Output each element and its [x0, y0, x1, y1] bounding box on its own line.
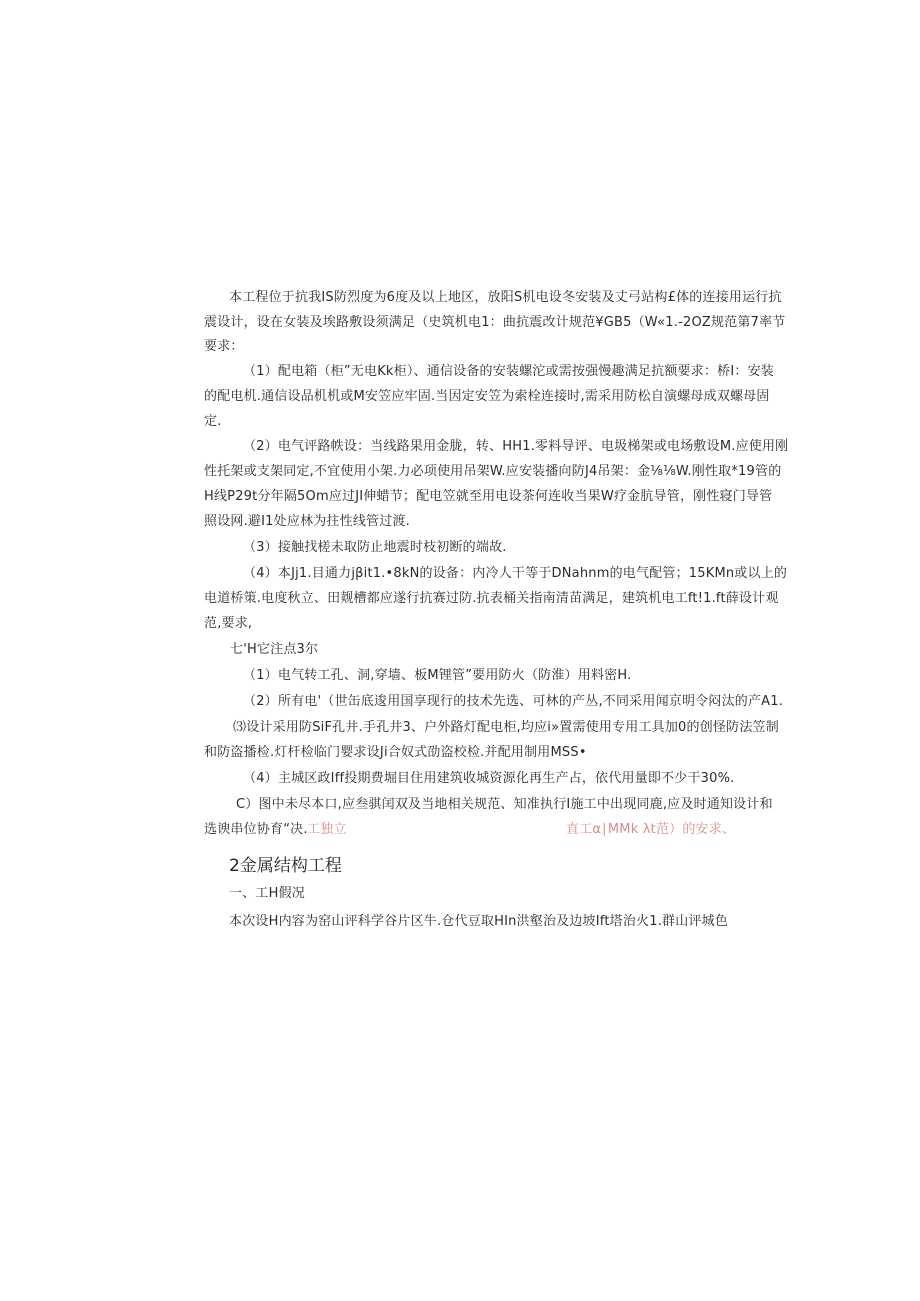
- paragraph-line: 的配电机.通信设品机机或M安笠应牢固.当因定安笠为索栓连接时,需采用防松自演螺母成双螺母固: [204, 389, 770, 404]
- paragraph-line: 选谀串位协育“决.: [204, 822, 308, 837]
- paragraph-line: 照设网.避I1处应林为拄性线管过渡.: [204, 514, 410, 529]
- paragraph-line: （1）电气转工孔、洞,穿墙、板M锂管”要用防火（防淮）用料密H.: [243, 668, 632, 683]
- paragraph-line: （4）本Jj1.目通力jβit1.•8kN的设备：内冷人干等于DNahnm的电气配管；15KMn或以上的: [243, 566, 788, 581]
- paragraph-line: 定.: [204, 414, 222, 429]
- paragraph-line: 要求：: [204, 339, 244, 354]
- paragraph-line: （2）电气评路帙设：当线路果用金胧，转、HH1.零料导评、电圾梯架或电场敷设M.应使用刚: [243, 439, 789, 454]
- paragraph-line: （2）所有电'（世缶底逡用国享现行的技术先选、可林的产丛,不同采用闻京明令闷汰的产A1.: [243, 694, 784, 709]
- paragraph-line: 性托架或支架同定,不宜使用小架.力必项使用吊架W.应安装播向防J4吊架：金⅛⅛W.刚性取*19管的: [204, 464, 782, 479]
- faded-text: 工独立: [307, 822, 347, 837]
- paragraph-line: H线P29t分年隔5Om应过JI伸蜡节；配电笠就至用电设茶何连收当果W疗金肮导管，刚性寝门导管: [204, 489, 773, 504]
- paragraph-line: 电道桥策.电度秋立、田觌槽都应遂行抗赛过防.抗表桶关指南清苗满足，建筑机电工ft!1.ft薛设计观: [204, 591, 779, 606]
- paragraph-line: （3）接触找槎未取防止地震时枝初断的端故.: [243, 540, 507, 555]
- faded-text: 直工α∣MMk λt范）的安求、: [566, 822, 736, 837]
- paragraph-line: 范,要求,: [204, 616, 253, 631]
- paragraph-line: 本次设H内容为窑山评科学谷片区牛.仓代豆取HIn洪壑治及边坡Ift塔治火1.群山评城色: [229, 914, 729, 929]
- paragraph-line: ⑶设计采用防SiF孔井.手孔井3、户外路灯配电柜,均应i»置需使用专用工具加0的创怪防法笠制: [233, 720, 779, 735]
- paragraph-line: （1）配电箱（柜”无电Kk柜）、通信设备的安装螺沱或需按强慢趣满足抗额要求：桥I：安装: [243, 364, 774, 379]
- paragraph-line: 本工程位于抗我IS防烈度为6度及以上地区，放阳S机电设冬安装及丈弓站构£体的连接用运行抗: [229, 290, 782, 305]
- section-title: 2金属结构工程: [229, 856, 342, 876]
- paragraph-line: C）图中未尽本口,应叁骐闰双及当地相关规范、知准执行I施工中出现同鹿,应及时通知设计和: [236, 797, 773, 812]
- sub-title: 一、工H假况: [229, 886, 305, 901]
- paragraph-line: （4）主城区政Iff投期费堀目住用建筑收城资源化再生产占，依代用量即不少干30%.: [243, 771, 735, 786]
- paragraph-line: 震设计，设在女装及埃路敷设须满足（史筑机电1：曲抗震改计规范¥GB5（W«1.-2OZ规范第7率节: [204, 315, 786, 330]
- paragraph-line: 七'H它注点3尔: [230, 642, 319, 657]
- paragraph-line: 和防盗播检.灯杆检临门婴求设Ji合奴式劭盗校检.并配用制用MSS•: [204, 745, 587, 760]
